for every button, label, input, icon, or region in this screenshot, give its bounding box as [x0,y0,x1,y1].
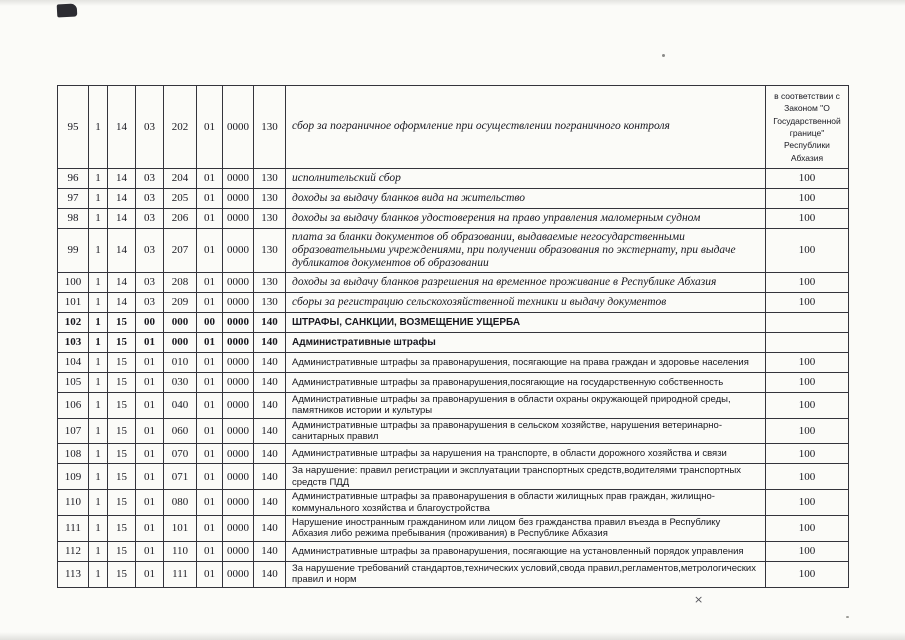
article-code-cell: 110 [164,541,197,561]
article-code-cell: 071 [164,464,197,490]
row-number-cell: 109 [58,464,89,490]
table-row [58,332,849,352]
program-code-cell: 0000 [223,86,254,169]
econ-code-cell: 130 [254,168,286,188]
econ-code-cell: 130 [254,272,286,292]
row-number-cell: 101 [58,292,89,312]
subgroup-code-cell: 14 [108,292,136,312]
program-code-cell: 0000 [223,372,254,392]
description-cell: Административные штрафы за правонарушения, посягающие на установленный порядок управления [286,541,766,561]
table-row [58,444,849,464]
subitem-code-cell: 01 [197,561,223,587]
econ-code-cell: 140 [254,516,286,542]
program-code-cell: 0000 [223,392,254,418]
subitem-code-cell: 01 [197,541,223,561]
table-row [58,541,849,561]
table-row [58,418,849,444]
article-code-cell: 040 [164,392,197,418]
description-cell: Нарушение иностранным гражданином или лицом без гражданства правил въезда в Республику Абхазия либо режима пребывания (проживания) в Республике Абхазия [286,516,766,542]
item-code-cell: 03 [136,272,164,292]
rate-cell: 100 [766,188,849,208]
subgroup-code-cell: 14 [108,272,136,292]
table-row [58,372,849,392]
group-code-cell: 1 [89,418,108,444]
article-code-cell: 209 [164,292,197,312]
row-number-cell: 99 [58,228,89,272]
program-code-cell: 0000 [223,516,254,542]
item-code-cell: 01 [136,372,164,392]
program-code-cell: 0000 [223,464,254,490]
row-number-cell: 113 [58,561,89,587]
subitem-code-cell: 01 [197,372,223,392]
article-code-cell: 060 [164,418,197,444]
row-number-cell: 102 [58,312,89,332]
description-cell: За нарушение: правил регистрации и эксплуатации транспортных средств,водителями транспортных средств ПДД [286,464,766,490]
econ-code-cell: 140 [254,332,286,352]
rate-cell: 100 [766,464,849,490]
scan-artifact-dot [662,54,665,57]
subitem-code-cell: 01 [197,168,223,188]
description-cell: Административные штрафы за нарушения на транспорте, в области дорожного хозяйства и связи [286,444,766,464]
group-code-cell: 1 [89,228,108,272]
group-code-cell: 1 [89,464,108,490]
row-number-cell: 98 [58,208,89,228]
subitem-code-cell: 00 [197,312,223,332]
item-code-cell: 00 [136,312,164,332]
subgroup-code-cell: 14 [108,228,136,272]
row-number-cell: 112 [58,541,89,561]
group-code-cell: 1 [89,332,108,352]
row-number-cell: 111 [58,516,89,542]
subitem-code-cell: 01 [197,228,223,272]
subgroup-code-cell: 15 [108,332,136,352]
group-code-cell: 1 [89,444,108,464]
item-code-cell: 01 [136,516,164,542]
subitem-code-cell: 01 [197,464,223,490]
article-code-cell: 205 [164,188,197,208]
table-row [58,188,849,208]
item-code-cell: 01 [136,444,164,464]
row-number-cell: 103 [58,332,89,352]
rate-cell: 100 [766,392,849,418]
row-number-cell: 100 [58,272,89,292]
program-code-cell: 0000 [223,188,254,208]
article-code-cell: 080 [164,490,197,516]
table-row [58,392,849,418]
subgroup-code-cell: 14 [108,86,136,169]
item-code-cell: 01 [136,352,164,372]
table-row [58,561,849,587]
group-code-cell: 1 [89,352,108,372]
rate-note-cell: в соответствии с Законом "О Государственной границе" Республики Абхазия [766,86,849,169]
subgroup-code-cell: 15 [108,372,136,392]
description-cell: Административные штрафы за правонарушения в области жилищных прав граждан, жилищно-коммунального хозяйства и благоустройства [286,490,766,516]
rate-cell: 100 [766,561,849,587]
subgroup-code-cell: 14 [108,168,136,188]
description-cell: Административные штрафы [286,332,766,352]
program-code-cell: 0000 [223,312,254,332]
econ-code-cell: 140 [254,392,286,418]
subgroup-code-cell: 15 [108,418,136,444]
program-code-cell: 0000 [223,332,254,352]
subitem-code-cell: 01 [197,188,223,208]
description-cell: Административные штрафы за правонарушения,посягающие на государственную собственность [286,372,766,392]
subitem-code-cell: 01 [197,208,223,228]
table-row [58,168,849,188]
description-cell: Административные штрафы за правонарушения, посягающие на права граждан и здоровье населения [286,352,766,372]
article-code-cell: 030 [164,372,197,392]
table-row [58,86,849,169]
econ-code-cell: 140 [254,352,286,372]
subgroup-code-cell: 15 [108,444,136,464]
group-code-cell: 1 [89,292,108,312]
econ-code-cell: 140 [254,464,286,490]
row-number-cell: 96 [58,168,89,188]
item-code-cell: 01 [136,541,164,561]
subgroup-code-cell: 15 [108,516,136,542]
row-number-cell: 105 [58,372,89,392]
description-cell: ШТРАФЫ, САНКЦИИ, ВОЗМЕЩЕНИЕ УЩЕРБА [286,312,766,332]
description-cell: Административные штрафы за правонарушения в сельском хозяйстве, нарушения ветеринарно-санитарных правил [286,418,766,444]
article-code-cell: 010 [164,352,197,372]
table-row [58,292,849,312]
group-code-cell: 1 [89,168,108,188]
article-code-cell: 000 [164,312,197,332]
group-code-cell: 1 [89,86,108,169]
scan-artifact-mark: × [694,593,704,606]
row-number-cell: 97 [58,188,89,208]
description-cell: плата за бланки документов об образовании, выдаваемые негосударственными образовательными учреждениями, при получении образования по экстернату, при выдаче дубликатов документов об образовании [286,228,766,272]
subitem-code-cell: 01 [197,332,223,352]
program-code-cell: 0000 [223,228,254,272]
econ-code-cell: 140 [254,312,286,332]
subitem-code-cell: 01 [197,392,223,418]
item-code-cell: 01 [136,392,164,418]
subitem-code-cell: 01 [197,272,223,292]
description-cell: сбор за пограничное оформление при осуществлении пограничного контроля [286,86,766,169]
subgroup-code-cell: 15 [108,490,136,516]
program-code-cell: 0000 [223,168,254,188]
econ-code-cell: 130 [254,292,286,312]
item-code-cell: 03 [136,228,164,272]
item-code-cell: 03 [136,208,164,228]
row-number-cell: 106 [58,392,89,418]
subgroup-code-cell: 15 [108,392,136,418]
subgroup-code-cell: 15 [108,312,136,332]
subitem-code-cell: 01 [197,444,223,464]
subitem-code-cell: 01 [197,516,223,542]
group-code-cell: 1 [89,372,108,392]
program-code-cell: 0000 [223,418,254,444]
table-row [58,312,849,332]
subitem-code-cell: 01 [197,490,223,516]
table-row [58,516,849,542]
group-code-cell: 1 [89,392,108,418]
table-row [58,208,849,228]
program-code-cell: 0000 [223,208,254,228]
description-cell: сборы за регистрацию сельскохозяйственной техники и выдачу документов [286,292,766,312]
scan-shade-top [0,0,905,6]
rate-cell: 100 [766,541,849,561]
article-code-cell: 111 [164,561,197,587]
rate-cell: 100 [766,444,849,464]
item-code-cell: 01 [136,561,164,587]
subgroup-code-cell: 15 [108,464,136,490]
rate-cell: 100 [766,352,849,372]
rate-cell [766,312,849,332]
article-code-cell: 202 [164,86,197,169]
subgroup-code-cell: 15 [108,561,136,587]
econ-code-cell: 140 [254,490,286,516]
program-code-cell: 0000 [223,444,254,464]
description-cell: Административные штрафы за правонарушения в области охраны окружающей природной среды, памятников истории и культуры [286,392,766,418]
econ-code-cell: 140 [254,372,286,392]
rate-cell: 100 [766,168,849,188]
row-number-cell: 108 [58,444,89,464]
article-code-cell: 101 [164,516,197,542]
program-code-cell: 0000 [223,352,254,372]
article-code-cell: 204 [164,168,197,188]
description-cell: доходы за выдачу бланков разрешения на временное проживание в Республике Абхазия [286,272,766,292]
article-code-cell: 000 [164,332,197,352]
rate-cell: 100 [766,292,849,312]
group-code-cell: 1 [89,312,108,332]
subgroup-code-cell: 14 [108,208,136,228]
scan-artifact-dot [846,616,849,618]
description-cell: исполнительский сбор [286,168,766,188]
item-code-cell: 03 [136,86,164,169]
econ-code-cell: 140 [254,561,286,587]
econ-code-cell: 140 [254,444,286,464]
econ-code-cell: 140 [254,541,286,561]
item-code-cell: 01 [136,490,164,516]
table-row [58,490,849,516]
subitem-code-cell: 01 [197,86,223,169]
item-code-cell: 03 [136,188,164,208]
group-code-cell: 1 [89,561,108,587]
subgroup-code-cell: 15 [108,541,136,561]
group-code-cell: 1 [89,272,108,292]
description-cell: доходы за выдачу бланков вида на жительство [286,188,766,208]
program-code-cell: 0000 [223,272,254,292]
econ-code-cell: 130 [254,208,286,228]
budget-classification-table [57,85,849,588]
subgroup-code-cell: 15 [108,352,136,372]
item-code-cell: 03 [136,292,164,312]
rate-cell: 100 [766,418,849,444]
scan-shade-bottom [0,632,905,640]
table-row [58,464,849,490]
program-code-cell: 0000 [223,541,254,561]
row-number-cell: 110 [58,490,89,516]
econ-code-cell: 130 [254,86,286,169]
item-code-cell: 01 [136,332,164,352]
program-code-cell: 0000 [223,561,254,587]
item-code-cell: 01 [136,464,164,490]
econ-code-cell: 130 [254,188,286,208]
table-row [58,228,849,272]
group-code-cell: 1 [89,208,108,228]
rate-cell: 100 [766,208,849,228]
subitem-code-cell: 01 [197,418,223,444]
rate-cell: 100 [766,516,849,542]
rate-cell: 100 [766,490,849,516]
item-code-cell: 03 [136,168,164,188]
article-code-cell: 207 [164,228,197,272]
row-number-cell: 107 [58,418,89,444]
econ-code-cell: 140 [254,418,286,444]
econ-code-cell: 130 [254,228,286,272]
group-code-cell: 1 [89,490,108,516]
group-code-cell: 1 [89,541,108,561]
rate-cell [766,332,849,352]
group-code-cell: 1 [89,516,108,542]
row-number-cell: 104 [58,352,89,372]
article-code-cell: 070 [164,444,197,464]
subitem-code-cell: 01 [197,352,223,372]
rate-cell: 100 [766,272,849,292]
description-cell: За нарушение требований стандартов,технических условий,свода правил,регламентов,метрологических правил и норм [286,561,766,587]
description-cell: доходы за выдачу бланков удостоверения на право управления маломерным судном [286,208,766,228]
subitem-code-cell: 01 [197,292,223,312]
table-row [58,272,849,292]
program-code-cell: 0000 [223,490,254,516]
program-code-cell: 0000 [223,292,254,312]
table-body [58,86,849,588]
article-code-cell: 206 [164,208,197,228]
group-code-cell: 1 [89,188,108,208]
rate-cell: 100 [766,372,849,392]
article-code-cell: 208 [164,272,197,292]
scan-artifact-corner [57,3,78,17]
rate-cell: 100 [766,228,849,272]
item-code-cell: 01 [136,418,164,444]
subgroup-code-cell: 14 [108,188,136,208]
row-number-cell: 95 [58,86,89,169]
table-row [58,352,849,372]
